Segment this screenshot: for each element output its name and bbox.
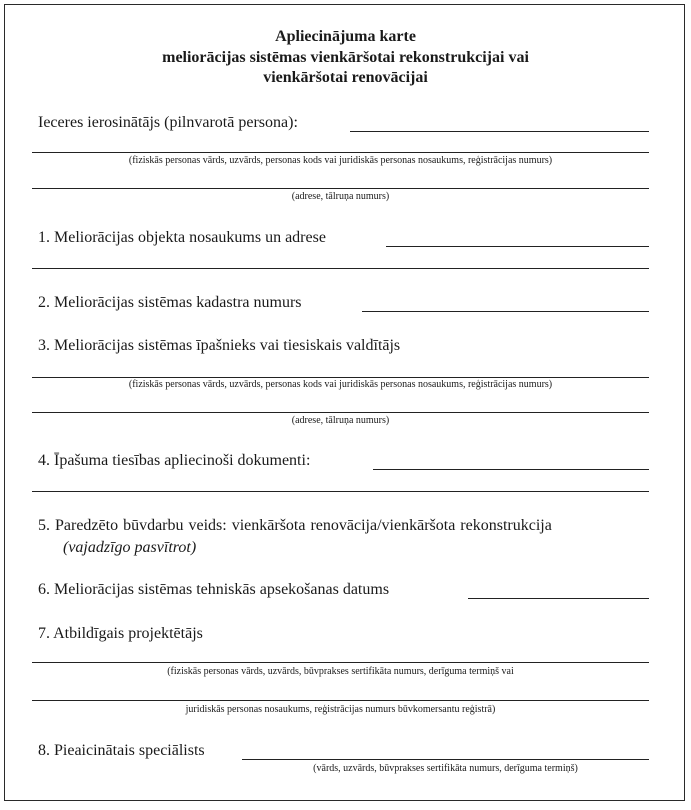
item4-label: 4. Īpašuma tiesības apliecinoši dokumenti:	[38, 452, 311, 469]
item8-label: 8. Pieaicinātais speciālists	[38, 742, 205, 759]
initiator-address-hint: (adrese, tālruņa numurs)	[291, 191, 390, 202]
initiator-name-field[interactable]	[32, 152, 649, 153]
item1-field-line2[interactable]	[32, 268, 649, 269]
initiator-label: Ieceres ierosinātājs (pilnvarotā persona):	[38, 114, 298, 131]
item4-field-line2[interactable]	[32, 491, 649, 492]
item7-hint-line2: juridiskās personas nosaukums, reģistrācijas numurs būvkomersantu reģistrā)	[185, 704, 496, 715]
item8-field[interactable]	[242, 759, 649, 760]
initiator-person-hint: (fiziskās personas vārds, uzvārds, personas kods vai juridiskās personas nosaukums, reģistrācijas numurs)	[128, 155, 553, 166]
item1-label: 1. Meliorācijas objekta nosaukums un adrese	[38, 229, 326, 246]
item3-person-hint: (fiziskās personas vārds, uzvārds, personas kods vai juridiskās personas nosaukums, reģistrācijas numurs)	[128, 379, 553, 390]
item8-hint: (vārds, uzvārds, būvprakses sertifikāta numurs, derīguma termiņš)	[313, 763, 578, 774]
item3-address-field[interactable]	[32, 412, 649, 413]
item6-label: 6. Meliorācijas sistēmas tehniskās apsekošanas datums	[38, 581, 390, 598]
form-title-line1: Apliecinājuma karte	[275, 28, 416, 45]
item7-field[interactable]	[32, 662, 649, 663]
item5-note: (vajadzīgo pasvītrot)	[63, 539, 197, 556]
item6-date-field[interactable]	[468, 598, 649, 599]
initiator-address-field[interactable]	[32, 188, 649, 189]
form-title-line3: vienkāršotai renovācijai	[263, 69, 428, 86]
item7-field-line2[interactable]	[32, 700, 649, 701]
item7-hint-line1: (fiziskās personas vārds, uzvārds, būvprakses sertifikāta numurs, derīguma termiņš vai	[167, 666, 514, 677]
item2-field[interactable]	[362, 311, 649, 312]
item3-owner-field[interactable]	[32, 377, 649, 378]
item5-label: 5. Paredzēto būvdarbu veids: vienkāršota renovācija/vienkāršota rekonstrukcija	[38, 517, 552, 534]
item4-field[interactable]	[373, 469, 649, 470]
item3-address-hint: (adrese, tālruņa numurs)	[291, 415, 390, 426]
item7-label: 7. Atbildīgais projektētājs	[38, 625, 203, 642]
form-title-line2: meliorācijas sistēmas vienkāršotai rekonstrukcijai vai	[162, 49, 529, 66]
initiator-field[interactable]	[350, 131, 649, 132]
item2-label: 2. Meliorācijas sistēmas kadastra numurs	[38, 294, 302, 311]
item1-field[interactable]	[386, 246, 649, 247]
item3-label: 3. Meliorācijas sistēmas īpašnieks vai tiesiskais valdītājs	[38, 337, 401, 354]
